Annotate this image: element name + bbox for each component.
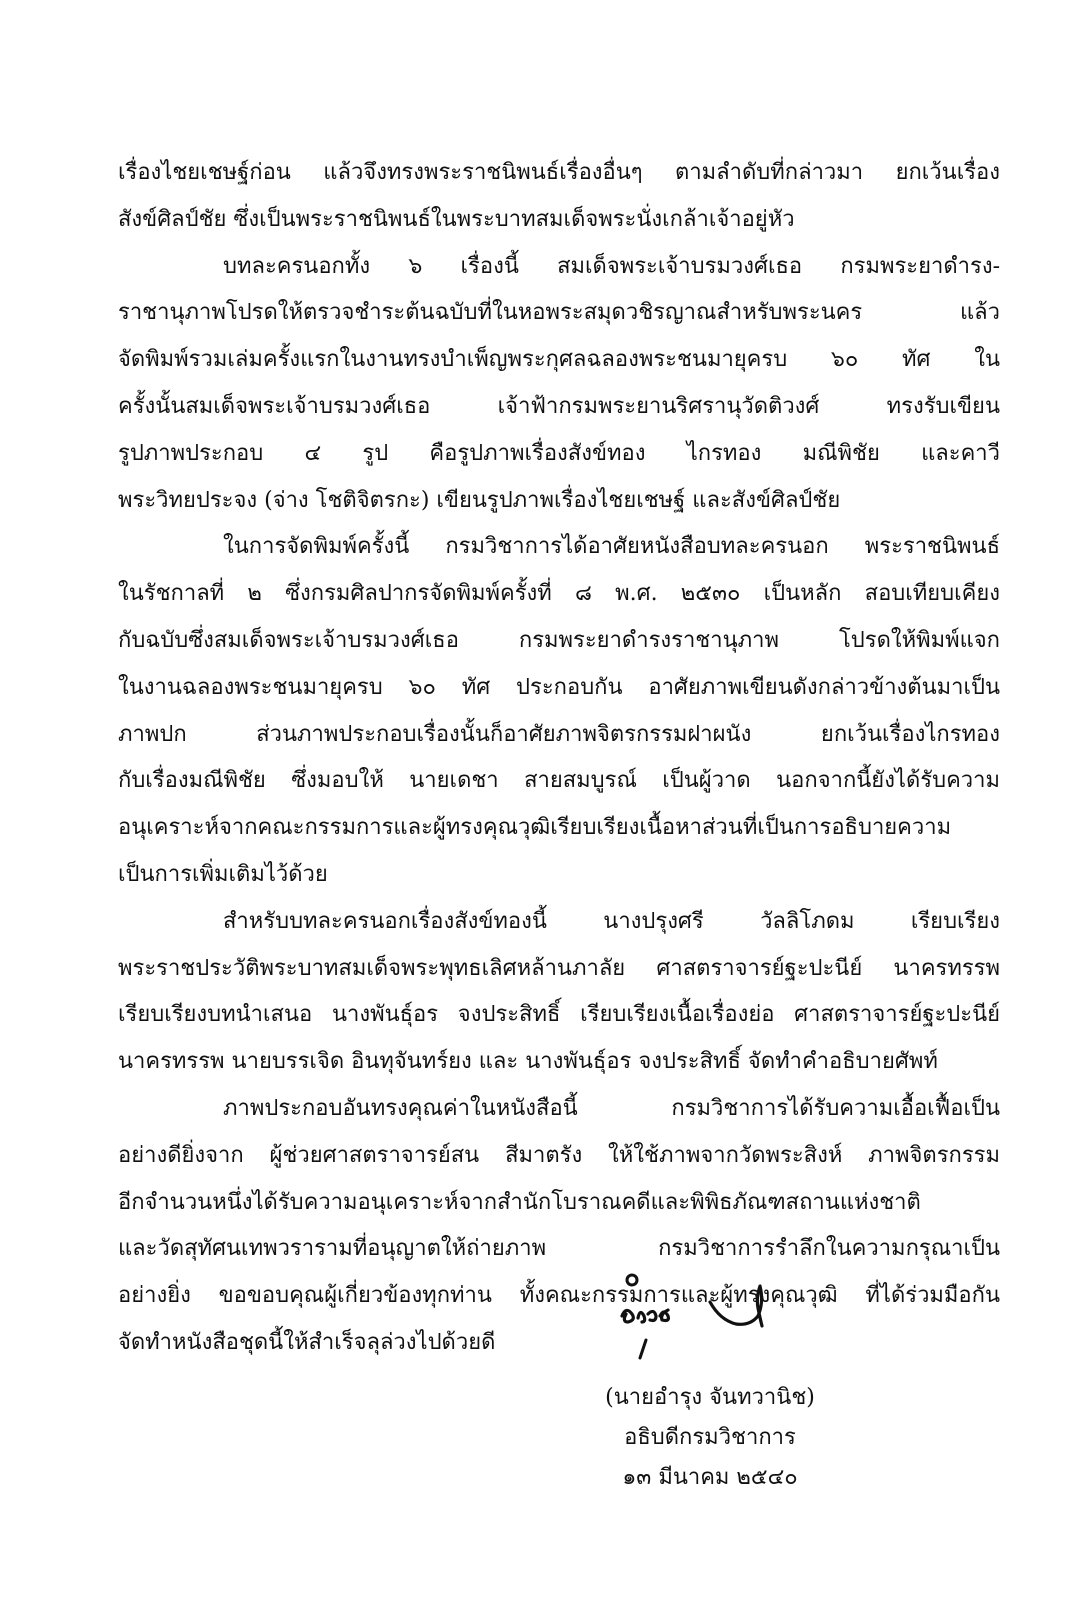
text-line: ภาพประกอบอันทรงคุณค่าในหนังสือนี้ กรมวิชาการได้รับความเอื้อเฟื้อเป็น	[223, 1095, 1000, 1121]
text-line: กับเรื่องมณีพิชัย ซึ่งมอบให้ นายเดชา สายสมบูรณ์ เป็นผู้วาด นอกจากนี้ยังได้รับความ	[118, 768, 1000, 794]
text-line: จัดทำหนังสือชุดนี้ให้สำเร็จลุล่วงไปด้วยดี	[118, 1329, 496, 1355]
signatory-position: อธิบดีกรมวิชาการ	[624, 1425, 796, 1450]
text-line: อย่างดียิ่งจาก ผู้ช่วยศาสตราจารย์สน สีมาตรัง ให้ใช้ภาพจากวัดพระสิงห์ ภาพจิตรกรรม	[118, 1142, 1000, 1168]
text-line: อีกจำนวนหนึ่งได้รับความอนุเคราะห์จากสำนักโบราณคดีและพิพิธภัณฑสถานแห่งชาติ	[118, 1189, 921, 1215]
text-line: นาครทรรพ นายบรรเจิด อินทุจันทร์ยง และ นางพันธุ์อร จงประสิทธิ์ จัดทำคำอธิบายศัพท์	[118, 1049, 938, 1075]
text-line: อนุเคราะห์จากคณะกรรมการและผู้ทรงคุณวุฒิเรียบเรียงเนื้อหาส่วนที่เป็นการอธิบายความ	[118, 815, 952, 841]
text-line: รูปภาพประกอบ ๔ รูป คือรูปภาพเรื่องสังข์ทอง ไกรทอง มณีพิชัย และคาวี	[118, 440, 1000, 466]
document-body	[118, 150, 1000, 1367]
text-line: เรื่องไชยเชษฐ์ก่อน แล้วจึงทรงพระราชนิพนธ์เรื่องอื่นๆ ตามลำดับที่กล่าวมา ยกเว้นเรื่อง	[118, 160, 1000, 185]
text-line: ครั้งนั้นสมเด็จพระเจ้าบรมวงศ์เธอ เจ้าฟ้ากรมพระยานริศรานุวัดติวงศ์ ทรงรับเขียน	[118, 393, 1000, 419]
text-line: สำหรับบทละครนอกเรื่องสังข์ทองนี้ นางปรุงศรี วัลลิโภดม เรียบเรียง	[223, 908, 1000, 934]
text-line: ในการจัดพิมพ์ครั้งนี้ กรมวิชาการได้อาศัยหนังสือบทละครนอก พระราชนิพนธ์	[223, 534, 1000, 560]
text-line: ราชานุภาพโปรดให้ตรวจชำระต้นฉบับที่ในหอพระสมุดวชิรญาณสำหรับพระนคร แล้ว	[118, 300, 1000, 326]
text-line: ในงานฉลองพระชนมายุครบ ๖๐ ทัศ ประกอบกัน อาศัยภาพเขียนดังกล่าวข้างต้นมาเป็น	[118, 674, 1000, 700]
text-line: ในรัชกาลที่ ๒ ซึ่งกรมศิลปากรจัดพิมพ์ครั้งที่ ๘ พ.ศ. ๒๕๓๐ เป็นหลัก สอบเทียบเคียง	[118, 581, 1000, 607]
signature-block	[560, 1258, 860, 1498]
text-line: พระราชประวัติพระบาทสมเด็จพระพุทธเลิศหล้านภาลัย ศาสตราจารย์ฐะปะนีย์ นาครทรรพ	[118, 955, 1000, 981]
text-line: พระวิทยประจง (จ่าง โชติจิตรกะ) เขียนรูปภาพเรื่องไชยเชษฐ์ และสังข์ศิลป์ชัย	[118, 487, 841, 513]
signature-date: ๑๓ มีนาคม ๒๕๔๐	[622, 1465, 798, 1490]
text-line: บทละครนอกทั้ง ๖ เรื่องนี้ สมเด็จพระเจ้าบรมวงศ์เธอ กรมพระยาดำรง-	[223, 253, 1000, 279]
text-line: กับฉบับซึ่งสมเด็จพระเจ้าบรมวงศ์เธอ กรมพระยาดำรงราชานุภาพ โปรดให้พิมพ์แจก	[118, 627, 1000, 653]
text-line: เป็นการเพิ่มเติมไว้ด้วย	[118, 861, 328, 887]
text-line: อย่างยิ่ง ขอขอบคุณผู้เกี่ยวข้องทุกท่าน ทั้งคณะกรรมการและผู้ทรงคุณวุฒิ ที่ได้ร่วมมือกัน	[118, 1283, 1000, 1309]
text-line: จัดพิมพ์รวมเล่มครั้งแรกในงานทรงบำเพ็ญพระกุศลฉลองพระชนมายุครบ ๖๐ ทัศ ใน	[118, 347, 1000, 373]
handwritten-signature	[560, 1258, 820, 1378]
text-line: สังข์ศิลป์ชัย ซึ่งเป็นพระราชนิพนธ์ในพระบาทสมเด็จพระนั่งเกล้าเจ้าอยู่หัว	[118, 206, 795, 232]
text-line: ภาพปก ส่วนภาพประกอบเรื่องนั้นก็อาศัยภาพจิตรกรรมฝาผนัง ยกเว้นเรื่องไกรทอง	[118, 721, 1000, 747]
text-line: และวัดสุทัศนเทพวรารามที่อนุญาตให้ถ่ายภาพ กรมวิชาการรำลึกในความกรุณาเป็น	[118, 1236, 1000, 1262]
signatory-name: (นายอำรุง จันทวานิช)	[605, 1385, 815, 1410]
text-line: เรียบเรียงบทนำเสนอ นางพันธุ์อร จงประสิทธิ์ เรียบเรียงเนื้อเรื่องย่อ ศาสตราจารย์ฐะปะนีย์	[118, 1002, 1000, 1028]
